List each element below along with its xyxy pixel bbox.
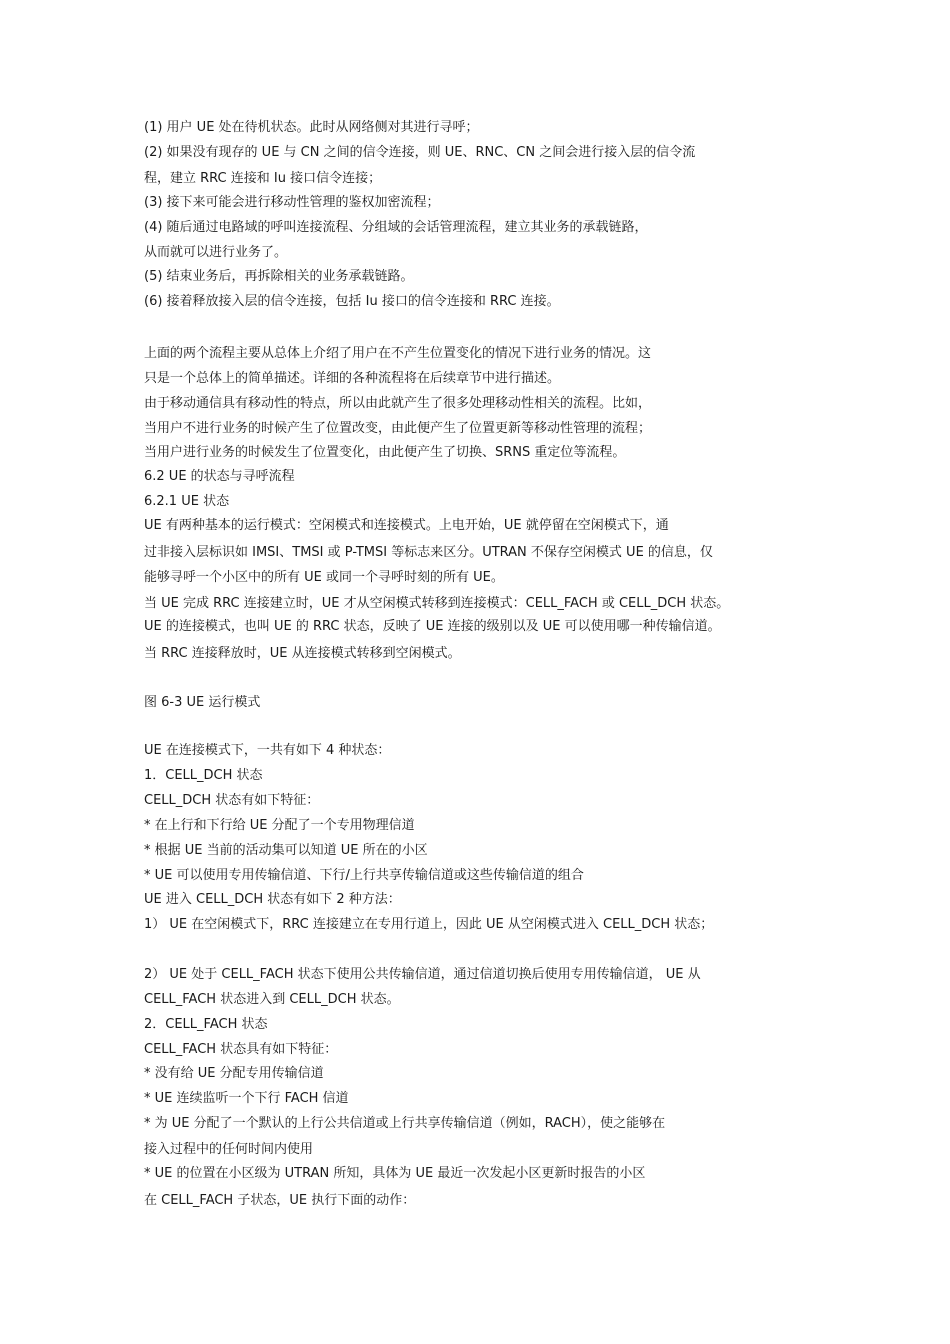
text-line: 当用户进行业务的时候发生了位置变化，由此便产生了切换、SRNS 重定位等流程。 bbox=[144, 445, 626, 460]
text-line: (2) 如果没有现存的 UE 与 CN 之间的信令连接，则 UE、RNC、CN 之间会进行接入层的信令流 bbox=[144, 145, 696, 160]
text-line: 当 RRC 连接释放时，UE 从连接模式转移到空闲模式。 bbox=[144, 646, 461, 661]
text-line: 由于移动通信具有移动性的特点，所以由此就产生了很多处理移动性相关的流程。比如， bbox=[144, 396, 652, 411]
bullet-item: * UE 可以使用专用传输信道、下行/上行共享传输信道或这些传输信道的组合 bbox=[144, 868, 584, 883]
text-line: UE 在连接模式下，一共有如下 4 种状态： bbox=[144, 743, 391, 758]
text-line: 过非接入层标识如 IMSI、TMSI 或 P-TMSI 等标志来区分。UTRAN 不保存空闲模式 UE 的信息，仅 bbox=[144, 545, 713, 560]
text-line: 当 UE 完成 RRC 连接建立时，UE 才从空闲模式转移到连接模式：CELL_FACH 或 CELL_DCH 状态。 bbox=[144, 596, 730, 611]
section-heading: 6.2 UE 的状态与寻呼流程 bbox=[144, 469, 295, 484]
figure-caption: 图 6-3 UE 运行模式 bbox=[144, 695, 261, 710]
text-line: (3) 接下来可能会进行移动性管理的鉴权加密流程； bbox=[144, 195, 440, 210]
text-line: 当用户不进行业务的时候产生了位置改变，由此便产生了位置更新等移动性管理的流程； bbox=[144, 421, 652, 436]
text-line: 能够寻呼一个小区中的所有 UE 或同一个寻呼时刻的所有 UE。 bbox=[144, 570, 504, 585]
bullet-item: * 没有给 UE 分配专用传输信道 bbox=[144, 1066, 324, 1081]
text-line: (5) 结束业务后，再拆除相关的业务承载链路。 bbox=[144, 269, 414, 284]
text-line: 在 CELL_FACH 子状态，UE 执行下面的动作： bbox=[144, 1193, 416, 1208]
text-line: (4) 随后通过电路域的呼叫连接流程、分组域的会话管理流程，建立其业务的承载链路， bbox=[144, 220, 648, 235]
text-line: 上面的两个流程主要从总体上介绍了用户在不产生位置变化的情况下进行业务的情况。这 bbox=[144, 346, 652, 361]
text-line: 接入过程中的任何时间内使用 bbox=[144, 1142, 314, 1157]
text-line: (1) 用户 UE 处在待机状态。此时从网络侧对其进行寻呼； bbox=[144, 120, 479, 135]
text-line: UE 的连接模式，也叫 UE 的 RRC 状态，反映了 UE 连接的级别以及 UE 可以使用哪一种传输信道。 bbox=[144, 619, 721, 634]
text-line: CELL_FACH 状态具有如下特征： bbox=[144, 1042, 338, 1057]
text-line: 从而就可以进行业务了。 bbox=[144, 245, 288, 260]
text-line: (6) 接着释放接入层的信令连接，包括 Iu 接口的信令连接和 RRC 连接。 bbox=[144, 294, 560, 309]
subsection-heading: 6.2.1 UE 状态 bbox=[144, 494, 230, 509]
text-line: CELL_DCH 状态有如下特征： bbox=[144, 793, 320, 808]
bullet-item: * UE 连续监听一个下行 FACH 信道 bbox=[144, 1091, 349, 1106]
text-line: 1） UE 在空闲模式下，RRC 连接建立在专用行道上，因此 UE 从空闲模式进入 CELL_DCH 状态； bbox=[144, 917, 714, 932]
bullet-item: * 根据 UE 当前的活动集可以知道 UE 所在的小区 bbox=[144, 843, 428, 858]
text-line: 程，建立 RRC 连接和 Iu 接口信令连接； bbox=[144, 171, 382, 186]
bullet-item: * 在上行和下行给 UE 分配了一个专用物理信道 bbox=[144, 818, 415, 833]
bullet-item: * UE 的位置在小区级为 UTRAN 所知，具体为 UE 最近一次发起小区更新时报告的小区 bbox=[144, 1166, 646, 1181]
list-heading: 2．CELL_FACH 状态 bbox=[144, 1017, 268, 1032]
text-line: 2） UE 处于 CELL_FACH 状态下使用公共传输信道，通过信道切换后使用专用传输信道， UE 从 bbox=[144, 967, 701, 982]
text-line: UE 进入 CELL_DCH 状态有如下 2 种方法： bbox=[144, 892, 401, 907]
bullet-item: * 为 UE 分配了一个默认的上行公共信道或上行共享传输信道（例如，RACH），使之能够在 bbox=[144, 1116, 666, 1131]
list-heading: 1．CELL_DCH 状态 bbox=[144, 768, 263, 783]
text-line: 只是一个总体上的简单描述。详细的各种流程将在后续章节中进行描述。 bbox=[144, 371, 561, 386]
text-line: CELL_FACH 状态进入到 CELL_DCH 状态。 bbox=[144, 992, 400, 1007]
text-line: UE 有两种基本的运行模式：空闲模式和连接模式。上电开始，UE 就停留在空闲模式下，通 bbox=[144, 518, 669, 533]
